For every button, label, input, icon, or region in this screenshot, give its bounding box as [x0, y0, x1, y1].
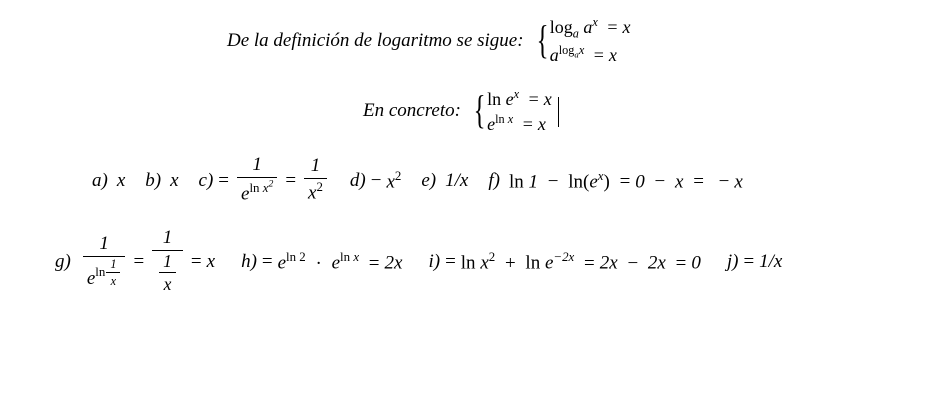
answer-g-fraction-1: 1 $e^{ln \frac{1}{x}}$ [83, 233, 126, 290]
answer-e-label: e) [421, 169, 437, 191]
definition-system-rows [550, 14, 631, 67]
answer-g-fraction-2: $\frac{1}{\frac{1}{x}}$ [152, 227, 183, 295]
concrete-lead-text: En concreto: [363, 100, 461, 122]
vertical-bar-artifact [558, 97, 559, 127]
definition-lead-text: De la definición de logaritmo se sigue: [227, 29, 524, 51]
answer-a [92, 170, 125, 192]
answer-f-label: f) [488, 169, 500, 191]
answer-h-label: h) [241, 251, 257, 272]
definition-eq-1: $\log_a a^x = x$ [549, 15, 631, 41]
answer-e-body: 1/x [445, 169, 469, 191]
answer-f-body: $\ln 1 - \ln(e^x) = 0 - x$ = − x [508, 167, 743, 193]
answer-c-label: c) [198, 169, 214, 191]
answer-h: h) = $e^{ln 2} \cdot e^{ln x} = 2x$ [241, 249, 403, 274]
definition-line [227, 14, 631, 67]
answer-d-label: d) [349, 169, 366, 191]
answer-c-fraction-1: $\frac{1}{e^{ln x^2}}$ [237, 154, 277, 205]
answer-f [488, 168, 742, 193]
answer-h-body: $e^{ln 2} \cdot e^{ln x} = 2x$ [277, 249, 403, 274]
concrete-system [470, 86, 552, 137]
answer-a-body: x [116, 169, 126, 191]
answer-i-label: i) [428, 251, 441, 272]
answer-b-body: x [170, 169, 179, 191]
concrete-line [363, 86, 559, 137]
left-brace-icon-2: { [473, 87, 486, 133]
concrete-system-rows [487, 86, 552, 137]
answers-row-2 [55, 228, 782, 296]
answer-d-body: $x^2$ [386, 167, 402, 193]
answer-i: i) = $\ln x^2 + \ln e^{-2x} = 2x - 2x = 0$ [428, 249, 701, 274]
definition-system [533, 14, 631, 67]
answer-b [145, 170, 178, 192]
answer-j-label: j) [726, 251, 739, 273]
concrete-eq-2: $e^{ln x} = x$ [487, 112, 546, 135]
answer-g: g) 1 $e^{ln \frac{1}{x}}$ = $\frac{1}{\frac{1}{x}}$ = x [55, 227, 216, 294]
answer-c-fraction-2: $\frac{1}{x^2}$ [304, 155, 327, 204]
concrete-eq-1: $\ln e^x = x$ [487, 87, 552, 109]
answer-c: c) = $\frac{1}{e^{ln x^2}}$ = $\frac{1}{x^2}$ [199, 155, 330, 206]
answer-a-label: a) [92, 169, 108, 191]
answer-d: d) − $x^2$ [349, 167, 402, 193]
answer-e [421, 170, 468, 192]
answer-g-label: g) [55, 251, 71, 273]
answer-b-label: b) [145, 169, 162, 191]
definition-eq-2: $a^{log_ax} = x$ [549, 43, 617, 66]
left-brace-icon: { [536, 16, 549, 62]
answer-j-body: 1/x [759, 251, 783, 273]
answers-row-1 [92, 155, 743, 206]
answer-i-body: $\ln x^2 + \ln e^{-2x} = 2x - 2x = 0$ [460, 249, 701, 274]
answer-j: j) = 1/x [726, 251, 783, 273]
